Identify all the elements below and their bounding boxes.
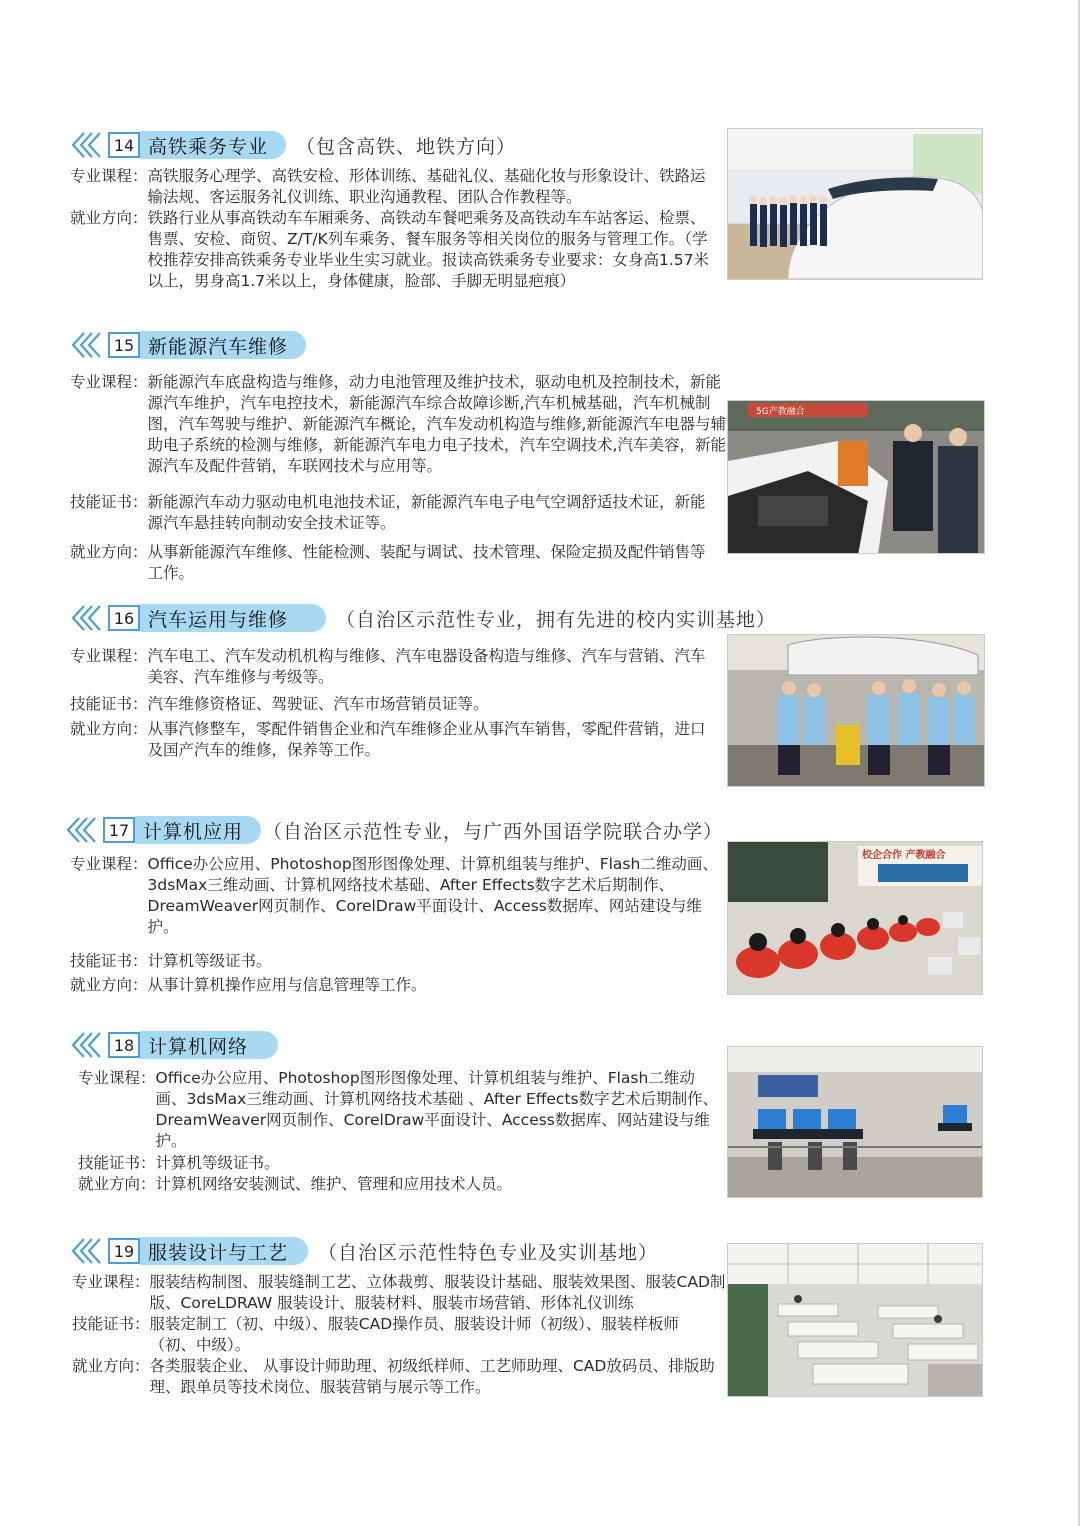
- chevron-arrows-icon: [70, 330, 106, 360]
- courses-row: [70, 166, 718, 208]
- section-number: 18: [108, 1032, 140, 1058]
- career-row: [70, 975, 720, 996]
- cert-row: [72, 1314, 722, 1356]
- section-title: 汽车运用与维修: [140, 604, 326, 632]
- chevron-arrows-icon: [65, 815, 101, 845]
- photo-banner-text: 校企合作 产教融合: [862, 850, 946, 861]
- row-text: 服装定制工（初、中级）、服装CAD操作员、服装设计师（初级）、服装样板师（初、中级）。: [149, 1315, 679, 1354]
- row-label: 技能证书：: [78, 1154, 156, 1172]
- row-text: 汽车维修资格证、驾驶证、汽车市场营销员证等。: [147, 695, 489, 713]
- row-text: 服装结构制图、服装缝制工艺、立体裁剪、服装设计基础、服装效果图、服装CAD制版、CoreLDRAW 服装设计、服装材料、服装市场营销、形体礼仪训练: [149, 1273, 726, 1312]
- row-label: 就业方向：: [70, 209, 148, 227]
- cert-row: [70, 951, 720, 972]
- chevron-arrows-icon: [70, 1236, 106, 1266]
- cert-row: [70, 694, 720, 715]
- row-label: 专业课程：: [70, 167, 148, 185]
- cert-row: [70, 492, 720, 534]
- row-text: 从事新能源汽车维修、性能检测、装配与调试、技术管理、保险定损及配件销售等工作。: [147, 543, 706, 582]
- row-label: 就业方向：: [70, 720, 148, 738]
- row-text: 汽车电工、汽车发动机机构与维修、汽车电器设备构造与维修、汽车与营销、汽车美容、汽车维修与考级等。: [147, 647, 706, 686]
- section-title: 高铁乘务专业: [140, 131, 286, 159]
- row-text: Office办公应用、Photoshop图形图像处理、计算机组装与维护、Flash二维动画、3dsMax三维动画、计算机网络技术基础 、After Effects数字艺术后期制作、DreamWeaver网页制作、CorelDraw平面设计、Access数据库、网站建设与维护。: [155, 1069, 719, 1150]
- row-text: 各类服装企业、 从事设计师助理、初级纸样师、工艺师助理、CAD放码员、排版助理、跟单员等技术岗位、服装营销与展示等工作。: [149, 1357, 715, 1396]
- section-number: 14: [108, 132, 140, 158]
- career-row: [72, 1356, 722, 1398]
- section-number: 17: [103, 817, 135, 843]
- garment-workshop-photo: [727, 1243, 983, 1397]
- career-row: [70, 719, 720, 761]
- career-row: [78, 1174, 722, 1195]
- section-number: 15: [108, 332, 140, 358]
- row-text: 计算机等级证书。: [155, 1154, 280, 1172]
- row-label: 技能证书：: [70, 695, 148, 713]
- row-text: 计算机网络安装测试、维护、管理和应用技术人员。: [155, 1175, 513, 1193]
- row-text: 从事汽修整车，零配件销售企业和汽车维修企业从事汽车销售，零配件营销，进口及国产汽车的维修，保养等工作。: [147, 720, 706, 759]
- section-header: [70, 1030, 278, 1060]
- section-title: 服装设计与工艺: [140, 1237, 308, 1265]
- section-title: 计算机网络: [140, 1031, 278, 1059]
- row-label: 就业方向：: [70, 976, 148, 994]
- chevron-arrows-icon: [70, 130, 106, 160]
- row-text: 新能源汽车底盘构造与维修，动力电池管理及维护技术，驱动电机及控制技术，新能源汽车维护，汽车电控技术，新能源汽车综合故障诊断,汽车机械基础，汽车机械制图，汽车驾驶与维护、新能源汽车概论，汽车发动机构造与维修,新能源汽车电器与辅助电子系统的检测与维修，新能源汽车电力电子技术，汽车空调技术,汽车美容，新能源汽车及配件营销，车联网技术与应用等。: [147, 373, 726, 475]
- section-note: （包含高铁、地铁方向）: [296, 135, 517, 158]
- career-row: [70, 208, 718, 292]
- section-number: 16: [108, 605, 140, 631]
- career-row: [70, 542, 720, 584]
- auto-workshop-photo: [727, 634, 985, 787]
- row-label: 专业课程：: [70, 647, 148, 665]
- row-label: 技能证书：: [72, 1315, 150, 1333]
- row-label: 专业课程：: [72, 1273, 150, 1291]
- row-text: 高铁服务心理学、高铁安检、形体训练、基础礼仪、基础化妆与形象设计、铁路运输法规、客运服务礼仪训练、职业沟通教程、团队合作教程等。: [147, 167, 706, 206]
- section-header: [70, 130, 516, 160]
- row-label: 专业课程：: [78, 1069, 156, 1087]
- row-label: 专业课程：: [70, 373, 148, 391]
- chevron-arrows-icon: [70, 603, 106, 633]
- row-text: 计算机等级证书。: [147, 952, 272, 970]
- row-label: 就业方向：: [70, 543, 148, 561]
- row-label: 就业方向：: [78, 1175, 156, 1193]
- courses-row: [70, 646, 720, 688]
- section-title: 计算机应用: [135, 816, 261, 844]
- section-header: [65, 815, 723, 845]
- row-label: 就业方向：: [72, 1357, 150, 1375]
- row-label: 专业课程：: [70, 855, 148, 873]
- section-note: （自治区示范性专业，拥有先进的校内实训基地）: [336, 608, 777, 631]
- train-crew-photo: [727, 128, 983, 280]
- section-header: [70, 603, 776, 633]
- row-label: 技能证书：: [70, 952, 148, 970]
- courses-row: [70, 854, 722, 938]
- row-text: 铁路行业从事高铁动车车厢乘务、高铁动车餐吧乘务及高铁动车车站客运、检票、售票、安检、商贸、Z/T/K列车乘务、餐车服务等相关岗位的服务与管理工作。（学校推荐安排高铁乘务专业毕业生实习就业。报读高铁乘务专业要求：女身高1.57米以上，男身高1.7米以上，身体健康，脸部、手脚无明显疤痕）: [147, 209, 710, 290]
- network-lab-photo: [727, 1046, 983, 1198]
- courses-row: [78, 1068, 722, 1152]
- section-title: 新能源汽车维修: [140, 331, 306, 359]
- computer-lab-photo: [727, 841, 983, 995]
- courses-row: [72, 1272, 726, 1314]
- photo-banner-text: 5G产教融合: [756, 407, 805, 417]
- chevron-arrows-icon: [70, 1030, 106, 1060]
- section-note: （自治区示范性特色专业及实训基地）: [318, 1241, 659, 1264]
- cert-row: [78, 1153, 722, 1174]
- row-text: 新能源汽车动力驱动电机电池技术证，新能源汽车电子电气空调舒适技术证，新能源汽车悬挂转向制动安全技术证等。: [147, 493, 706, 532]
- section-header: [70, 330, 306, 360]
- row-text: 从事计算机操作应用与信息管理等工作。: [147, 976, 427, 994]
- section-header: [70, 1236, 658, 1266]
- ev-repair-photo: [727, 400, 985, 554]
- row-label: 技能证书：: [70, 493, 148, 511]
- section-number: 19: [108, 1238, 140, 1264]
- section-note: （自治区示范性专业，与广西外国语学院联合办学）: [263, 820, 724, 843]
- row-text: Office办公应用、Photoshop图形图像处理、计算机组装与维护、Flash二维动画、3dsMax三维动画、计算机网络技术基础、After Effects数字艺术后期制作、DreamWeaver网页制作、CorelDraw平面设计、Access数据库、网站建设与维护。: [147, 855, 718, 936]
